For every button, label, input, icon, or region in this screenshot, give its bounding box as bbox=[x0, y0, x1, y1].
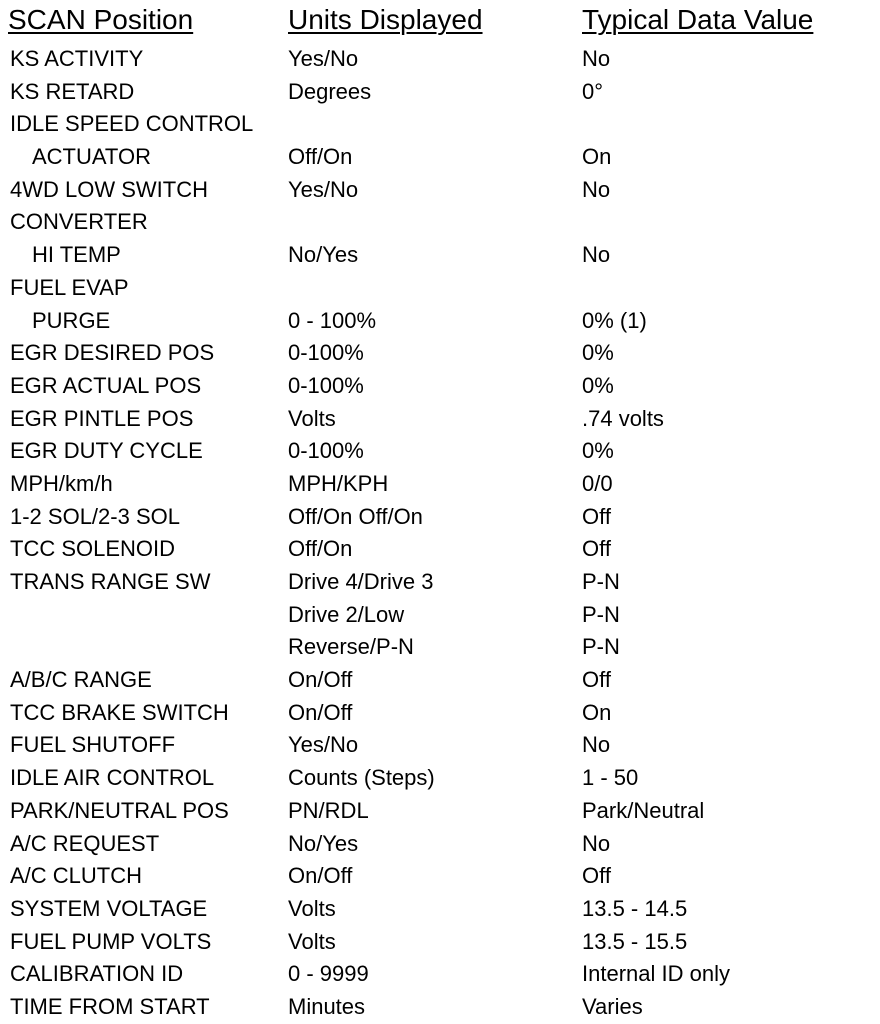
scan-position-cell: MPH/km/h bbox=[10, 470, 113, 496]
table-row bbox=[0, 729, 880, 762]
scan-position-cell: PARK/NEUTRAL POS bbox=[10, 797, 229, 823]
typical-value-cell: Park/Neutral bbox=[582, 797, 705, 823]
units-displayed-cell: On/Off bbox=[288, 667, 353, 693]
table-body bbox=[0, 43, 880, 1024]
table-row bbox=[0, 566, 880, 599]
units-displayed-cell: 0 - 9999 bbox=[288, 961, 369, 987]
table-row bbox=[0, 926, 880, 959]
scan-position-cell: 1-2 SOL/2-3 SOL bbox=[10, 503, 180, 529]
scan-position-cell: SYSTEM VOLTAGE bbox=[10, 895, 208, 921]
units-displayed-cell: Drive 2/Low bbox=[288, 601, 405, 627]
units-displayed-cell: 0-100% bbox=[288, 340, 364, 366]
units-displayed-cell: Yes/No bbox=[288, 732, 359, 758]
scan-position-cell: FUEL SHUTOFF bbox=[10, 732, 176, 758]
header-scan-position: SCAN Position bbox=[8, 4, 194, 35]
scan-position-cell: FUEL PUMP VOLTS bbox=[10, 928, 212, 954]
table-row bbox=[0, 991, 880, 1024]
scan-position-cell: IDLE SPEED CONTROL bbox=[10, 111, 254, 137]
typical-value-cell: 0% bbox=[582, 438, 614, 464]
typical-value-cell: 1 - 50 bbox=[582, 765, 639, 791]
typical-value-cell: 0° bbox=[582, 78, 604, 104]
table-row bbox=[0, 599, 880, 632]
units-displayed-cell: Off/On bbox=[288, 144, 353, 170]
table-row bbox=[0, 141, 880, 174]
typical-value-cell: No bbox=[582, 830, 611, 856]
units-displayed-cell: Volts bbox=[288, 895, 336, 921]
typical-value-cell: 0% bbox=[582, 340, 614, 366]
units-displayed-cell: Counts (Steps) bbox=[288, 765, 435, 791]
typical-value-cell: Internal ID only bbox=[582, 961, 730, 987]
header-units-displayed: Units Displayed bbox=[288, 4, 483, 35]
units-displayed-cell: Minutes bbox=[288, 993, 366, 1019]
typical-value-cell: P-N bbox=[582, 634, 620, 660]
units-displayed-cell: 0 - 100% bbox=[288, 307, 377, 333]
table-row bbox=[0, 631, 880, 664]
typical-value-cell: On bbox=[582, 144, 612, 170]
scan-position-cell: PURGE bbox=[32, 307, 111, 333]
table-row bbox=[0, 43, 880, 76]
typical-value-cell: Off bbox=[582, 503, 611, 529]
units-displayed-cell: MPH/KPH bbox=[288, 470, 389, 496]
scan-position-cell: A/C CLUTCH bbox=[10, 863, 143, 889]
units-displayed-cell: PN/RDL bbox=[288, 797, 369, 823]
units-displayed-cell: On/Off bbox=[288, 699, 353, 725]
units-displayed-cell: Drive 4/Drive 3 bbox=[288, 569, 434, 594]
table-row bbox=[0, 828, 880, 861]
table-row bbox=[0, 795, 880, 828]
units-displayed-cell: Reverse/P-N bbox=[288, 634, 414, 660]
table-row bbox=[0, 664, 880, 697]
scan-position-cell: FUEL EVAP bbox=[10, 274, 129, 300]
header-typical-data-value: Typical Data Value bbox=[582, 4, 814, 35]
table-row bbox=[0, 860, 880, 893]
table-row bbox=[0, 403, 880, 436]
scan-position-cell: KS RETARD bbox=[10, 78, 135, 104]
table-row bbox=[0, 533, 880, 566]
units-displayed-cell: On/Off bbox=[288, 863, 353, 889]
scan-position-cell: TCC SOLENOID bbox=[10, 536, 176, 562]
scan-position-cell: HI TEMP bbox=[32, 242, 121, 268]
units-displayed-cell: Yes/No bbox=[288, 46, 359, 71]
typical-value-cell: Off bbox=[582, 863, 611, 889]
scan-position-cell: TIME FROM START bbox=[10, 993, 210, 1019]
scan-position-cell: TRANS RANGE SW bbox=[10, 569, 211, 594]
table-row bbox=[0, 305, 880, 338]
units-displayed-cell: No/Yes bbox=[288, 830, 359, 856]
scan-position-cell: A/B/C RANGE bbox=[10, 667, 152, 693]
typical-value-cell: Varies bbox=[582, 993, 643, 1019]
units-displayed-cell: 0-100% bbox=[288, 372, 364, 398]
units-displayed-cell: Off/On bbox=[288, 536, 353, 562]
typical-value-cell: 13.5 - 14.5 bbox=[582, 895, 688, 921]
scan-position-cell: 4WD LOW SWITCH bbox=[10, 176, 208, 202]
table-row bbox=[0, 174, 880, 207]
scan-position-cell: EGR ACTUAL POS bbox=[10, 372, 202, 398]
table-row bbox=[0, 501, 880, 534]
typical-value-cell: No bbox=[582, 176, 611, 202]
table-header-row bbox=[0, 2, 880, 42]
scan-position-cell: CALIBRATION ID bbox=[10, 961, 184, 987]
scan-position-cell: TCC BRAKE SWITCH bbox=[10, 699, 229, 725]
typical-value-cell: 0% (1) bbox=[582, 307, 647, 333]
typical-value-cell: .74 volts bbox=[582, 405, 664, 431]
scan-position-cell: ACTUATOR bbox=[32, 144, 151, 170]
typical-value-cell: 0% bbox=[582, 372, 614, 398]
table-row bbox=[0, 272, 880, 305]
units-displayed-cell: 0-100% bbox=[288, 438, 364, 464]
table-row bbox=[0, 697, 880, 730]
typical-value-cell: No bbox=[582, 242, 611, 268]
units-displayed-cell: Off/On Off/On bbox=[288, 503, 423, 529]
table-row bbox=[0, 239, 880, 272]
scan-position-cell: EGR DESIRED POS bbox=[10, 340, 215, 366]
table-row bbox=[0, 468, 880, 501]
units-displayed-cell: Yes/No bbox=[288, 176, 359, 202]
scan-position-cell: EGR PINTLE POS bbox=[10, 405, 194, 431]
typical-value-cell: Off bbox=[582, 536, 611, 562]
typical-value-cell: On bbox=[582, 699, 612, 725]
table-row bbox=[0, 435, 880, 468]
typical-value-cell: P-N bbox=[582, 601, 620, 627]
scan-position-cell: KS ACTIVITY bbox=[10, 46, 144, 71]
units-displayed-cell: Volts bbox=[288, 928, 336, 954]
table-row bbox=[0, 206, 880, 239]
typical-value-cell: No bbox=[582, 732, 611, 758]
table-row bbox=[0, 893, 880, 926]
typical-value-cell: 0/0 bbox=[582, 470, 613, 496]
typical-value-cell: Off bbox=[582, 667, 611, 693]
typical-value-cell: P-N bbox=[582, 569, 620, 594]
table-row bbox=[0, 76, 880, 109]
units-displayed-cell: Volts bbox=[288, 405, 336, 431]
scan-position-cell: EGR DUTY CYCLE bbox=[10, 438, 203, 464]
scan-position-cell: CONVERTER bbox=[10, 209, 148, 235]
typical-value-cell: No bbox=[582, 46, 611, 71]
scan-position-cell: IDLE AIR CONTROL bbox=[10, 765, 215, 791]
table-row bbox=[0, 108, 880, 141]
units-displayed-cell: No/Yes bbox=[288, 242, 359, 268]
scan-position-cell: A/C REQUEST bbox=[10, 830, 160, 856]
table-row bbox=[0, 958, 880, 991]
table-row bbox=[0, 337, 880, 370]
typical-value-cell: 13.5 - 15.5 bbox=[582, 928, 688, 954]
table-row bbox=[0, 370, 880, 403]
table-row bbox=[0, 762, 880, 795]
units-displayed-cell: Degrees bbox=[288, 78, 372, 104]
